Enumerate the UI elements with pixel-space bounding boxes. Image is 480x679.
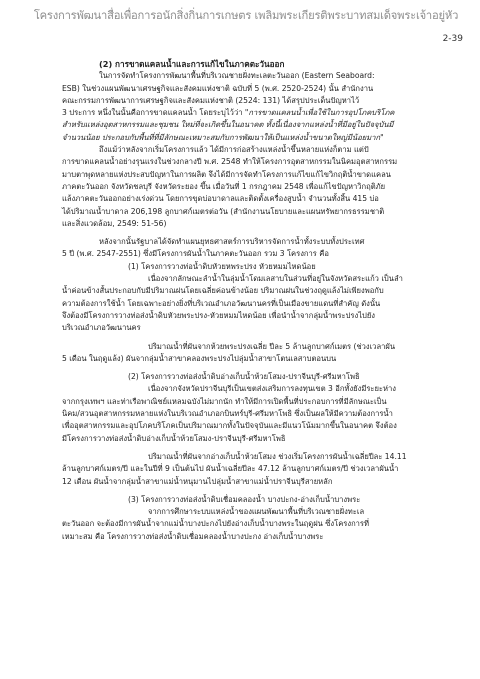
project-title: (2) โครงการวางท่อส่งน้ำดิบอ่างเก็บน้ำห้วยโสมง-ปราจีนบุรี-ศรีมหาโพธิ (128, 372, 360, 382)
paragraph-line: หลังจากนั้นรัฐบาลได้จัดทำแผนยุทธศาสตร์การบริหารจัดการน้ำทั้งระบบทั้งประเทศ (99, 237, 365, 247)
project-note: ปริมาณน้ำที่ผันจากห้วยพระปรงเฉลี่ย ปีละ 5 ล้านลูกบาศก์เมตร (ช่วงเวลาผัน (148, 341, 396, 351)
project-note: ล้านลูกบาศก์เมตร/ปี และในปีที่ 9 เป็นต้นไป ผันน้ำเฉลี่ยปีละ 47.12 ล้านลูกบาศก์เมตร/ปี ช่วงเวลาผันน้ำ (62, 464, 399, 474)
quote-line: จำนวนน้อย ประกอบกับพื้นที่ที่มีลักษณะเหมาะสมกับการพัฒนาให้เป็นแหล่งน้ำขนาดใหญ่มีน้อยมาก" (62, 132, 384, 142)
project-line: เนื่องจากลักษณะลำน้ำในลุ่มน้ำโดมเลสาบในส่วนที่อยู่ในจังหวัดสระแก้ว เป็นลำ (148, 274, 403, 284)
paragraph-line: ESB) ในช่วงแผนพัฒนาเศรษฐกิจและสังคมแห่งชาติ ฉบับที่ 5 (พ.ศ. 2520-2524) นั้น สำนักงาน (62, 83, 374, 93)
paragraph-line: ถึงแม้ว่าหลังจากเริ่มโครงการแล้ว ได้มีการก่อสร้างแหล่งน้ำขึ้นหลายแห่งก็ตาม แต่ปั (99, 145, 369, 155)
quote-line: สำหรับแหล่งอุตสาหกรรมและชุมชน ใหม่ที่จะเกิดขึ้นในอนาคต ทั้งนี้เนื่องจากแหล่งน้ำที่มีอยู่ในปัจจุบันมี (62, 120, 394, 130)
paragraph-line: 5 ปี (พ.ศ. 2547-2551) ซึ่งมีโครงการผันน้ำในภาคตะวันออก รวม 3 โครงการ คือ (62, 249, 329, 259)
section-heading: (2) การขาดแคลนน้ำและการแก้ไขในภาคตะวันออก (99, 59, 285, 69)
running-header: โครงการพัฒนาสื่อเพื่อการอนักสิ่งกิ่นการเกษตร เพลิมพระเกียรติพระบาทสมเด็จพระเจ้าอยู่หัว (33, 9, 459, 22)
paragraph-line: การขาดแคลนน้ำอย่างรุนแรงในช่วงกลางปี พ.ศ. 2548 ทำให้โครงการอุตสาหกรรมในนิคมอุตสาหกรรม (62, 157, 398, 167)
paragraph-line: ในการจัดทำโครงการพัฒนาพื้นที่บริเวณชายฝั่งทะเลตะวันออก (Eastern Seaboard: (99, 71, 375, 81)
paragraph-line: มาบตาพุดหลายแห่งประสบปัญหาในการผลิต จึงได้มีการจัดทำโครงการแก้ไขแก้ไขวิกฤติน้ำขาดแคลน (62, 169, 391, 179)
page-number: 2-39 (442, 34, 463, 44)
document-body (0, 58, 480, 543)
paragraph-line: คณะกรรมการพัฒนาการเศรษฐกิจและสังคมแห่งชาติ (2524: 131) ได้สรุปประเด็นปัญหาไว้ (62, 95, 360, 105)
project-line: เนื่องจากจังหวัดปราจีนบุรีเป็นเขตส่งเสริมการลงทุนเขต 3 อีกทั้งยังมีระยะห่าง (148, 384, 396, 394)
project-line: เพื่ออุตสาหกรรมและอุปโภคบริโภคเป็นปริมาณมากทั้งในปัจจุบันและมีแนวโน้มมากขึ้นในอนาคต จึงต้อง (62, 421, 397, 431)
project-line: จึงต้องมีโครงการวางท่อส่งน้ำดิบหัวยพระปรง-หัวยหมมไหดน้อย เพื่อนำน้ำจากลุ่มน้ำพระปรงไปยัง (62, 310, 376, 320)
paragraph-line (0, 107, 480, 119)
project-line: บริเวณอำเภอวัฒนานคร (62, 323, 141, 333)
project-line: มีโครงการวางท่อส่งน้ำดิบอ่างเก็บน้ำห้วยโสมง-ปราจีนบุรี-ศรีมหาโพธิ (62, 433, 286, 443)
project-line: จากการศึกษาระบบแหล่งน้ำของแผนพัฒนาพื้นที่บริเวณชายฝั่งทะเล (148, 507, 365, 517)
quote-text: "การขาดแคลนน้ำเพื่อใช้ในการอุปโภคบริโภค (244, 108, 395, 118)
project-note: 12 เดือน ผันน้ำจากลุ่มน้ำสาขาแม่น้ำหนุมานไปลุ่มน้ำสาขาแม่น้ำปราจีนบุรีสายหลัก (62, 476, 333, 486)
paragraph-line: ภาคตะวันออก จังหวัดชลบุรี จังหวัดระยอง ขึ้น เมื่อวันที่ 1 กรกฎาคม 2548 เพื่อแก้ไขปัญหาวิกฤติภัย (62, 181, 386, 191)
project-title: (3) โครงการวางท่อส่งน้ำดิบเชื่อมคลองน้ำ บางปะกง-อ่างเก็บน้ำบางพระ (128, 494, 361, 504)
paragraph-text: 3 ประการ หนึ่งในนั้นคือการขาดแคลนน้ำ โดยระบุไว้ว่า (62, 108, 243, 118)
project-line: นิคม/สวนอุตสาหกรรมหลายแห่งในบริเวณอำเภอกบินทร์บุรี-ศรีมหาโพธิ ซึ่งเป็นผลให้มีความต้องการน้ำ (62, 409, 393, 419)
project-line: น้ำค่อนข้างสั้นประกอบกับมีปริมาณฝนโดยเฉลี่ยค่อนข้างน้อย ปริมาณฝนในช่วงฤดูแล้งไม่เพียงพอกับ (62, 286, 384, 296)
project-note: 5 เดือน ในฤดูแล้ง) ผันจากลุ่มน้ำสาขาคลองพระปรงไปลุ่มน้ำสาขาโตนเลสาบตอนบน (62, 353, 337, 363)
paragraph-line: แล้งภาคตะวันออกอย่างเร่งด่วน โดยการขุดบ่อบาดาลและติดตั้งเครื่องสูบน้ำ จำนวนทั้งสิ้น 415 บ่อ (62, 194, 379, 204)
project-line: เหมาะสม คือ โครงการวางท่อส่งน้ำดิบเชื่อมคลองน้ำบางปะกง อ่างเก็บน้ำบางพระ (62, 531, 324, 541)
paragraph-line: ได้ปริมาณน้ำบาดาล 206,198 ลูกบาศก์เมตรต่อวัน (สำนักงานนโยบายและแผนทรัพยากรธรรมชาติ (62, 206, 385, 216)
project-line: ความต้องการใช้น้ำ โดยเฉพาะอย่างยิ่งที่บริเวณอำเภอวัฒนานครที่เป็นเมืองขายแดนที่สำคัญ ดังนั้น (62, 298, 381, 308)
project-title: (1) โครงการวางท่อน้ำดิบหัวยหพระปรง หัวยหมมไหดน้อย (128, 261, 316, 271)
paragraph-line: และสิ่งแวดล้อม, 2549: 51-56) (62, 218, 167, 228)
project-note: ปริมาณน้ำที่ผันจากอ่างเก็บน้ำห้วยโสมง ช่วงเริ่มโครงการผันน้ำเฉลี่ยปีละ 14.11 (148, 451, 407, 461)
project-line: ตะวันออก จะต้องมีการผันน้ำจากแม่น้ำบางปะกงไปยังอ่างเก็บน้ำบางพระในฤดูฝน ซึ่งโครงการที่ (62, 519, 370, 529)
project-line: จากกรุงเทพฯ และท่าเรือพาณิชย์แหลมฉบังไม่มากนัก ทำให้มีการเปิดพื้นที่ประกอบการที่มีลักษณะเป็น (62, 396, 387, 406)
